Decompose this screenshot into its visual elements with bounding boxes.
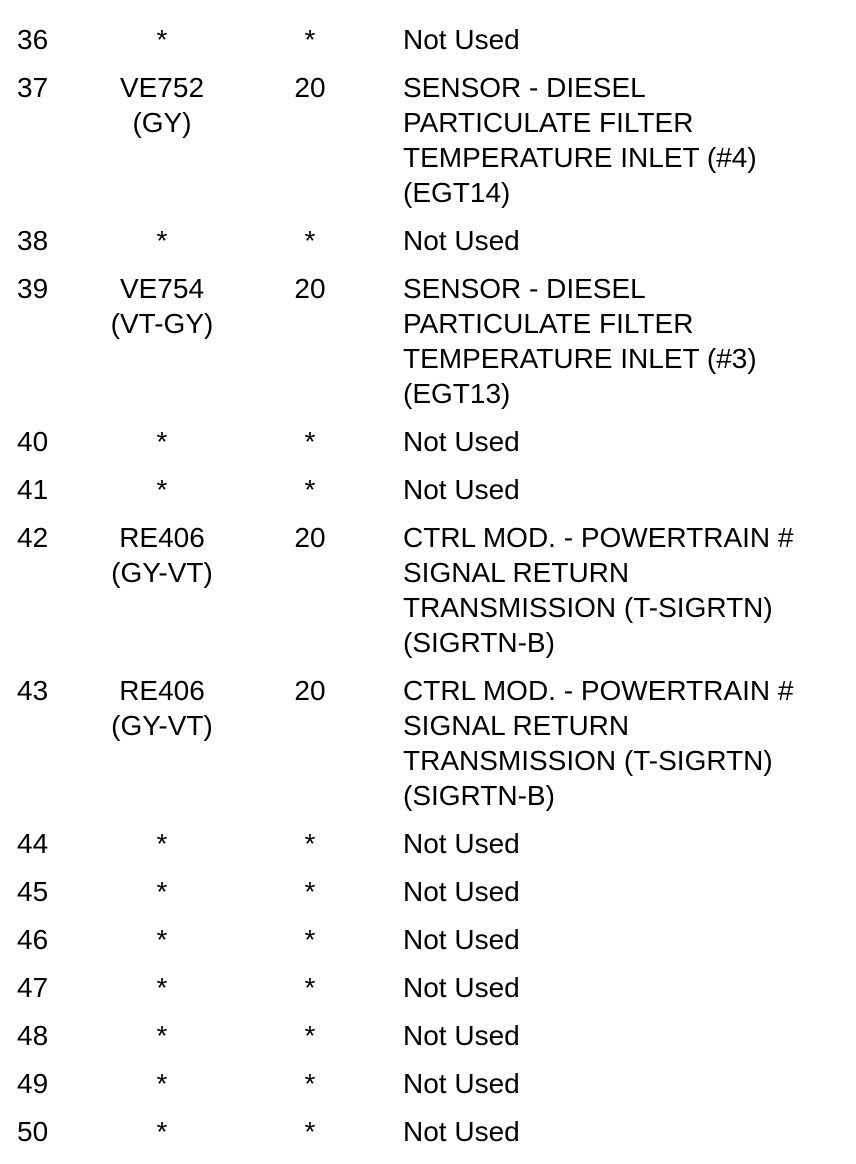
connector-pin-table	[0, 22, 856, 1162]
function-text: Not Used	[403, 426, 520, 457]
pin-number: 38	[17, 225, 49, 256]
function-text: PARTICULATE FILTER	[403, 107, 694, 138]
circuit-text: VE754	[119, 273, 205, 304]
circuit-text: *	[156, 24, 168, 55]
table-row	[0, 271, 856, 411]
function-text: TRANSMISSION (T-SIGRTN)	[403, 592, 773, 623]
circuit-text: (GY)	[132, 107, 192, 138]
function-text: (EGT13)	[403, 378, 511, 409]
function-text: CTRL MOD. - POWERTRAIN #	[403, 522, 794, 553]
function-text: Not Used	[403, 828, 520, 859]
function-cell	[385, 70, 856, 210]
function-text: Not Used	[403, 225, 520, 256]
wire-gauge: 20	[294, 522, 326, 553]
function-text: SENSOR - DIESEL	[403, 273, 646, 304]
wire-gauge: *	[304, 876, 316, 907]
function-text: TEMPERATURE INLET (#3)	[403, 343, 757, 374]
circuit-text: *	[156, 972, 168, 1003]
function-cell	[385, 424, 856, 459]
pin-number: 39	[17, 273, 49, 304]
function-cell	[385, 271, 856, 411]
function-text: TEMPERATURE INLET (#4)	[403, 142, 757, 173]
circuit-cell	[89, 271, 235, 411]
function-cell	[385, 673, 856, 813]
table-row	[0, 922, 856, 957]
function-text: SENSOR - DIESEL	[403, 72, 646, 103]
table-row	[0, 70, 856, 210]
circuit-text: *	[156, 474, 168, 505]
circuit-cell	[89, 826, 235, 861]
circuit-cell	[89, 1018, 235, 1053]
circuit-text: RE406	[119, 675, 205, 706]
circuit-cell	[89, 472, 235, 507]
function-text: SIGNAL RETURN	[403, 710, 630, 741]
function-text: Not Used	[403, 474, 520, 505]
wire-gauge: 20	[294, 72, 326, 103]
function-text: (SIGRTN-B)	[403, 627, 555, 658]
circuit-cell	[89, 1066, 235, 1101]
table-row	[0, 22, 856, 57]
circuit-text: *	[156, 225, 168, 256]
wire-gauge: *	[304, 1068, 316, 1099]
pin-number: 50	[17, 1116, 49, 1147]
function-text: Not Used	[403, 924, 520, 955]
circuit-cell	[89, 1114, 235, 1149]
circuit-cell	[89, 874, 235, 909]
function-text: (SIGRTN-B)	[403, 780, 555, 811]
pin-number: 45	[17, 876, 49, 907]
function-cell	[385, 22, 856, 57]
pin-number: 43	[17, 675, 49, 706]
function-cell	[385, 970, 856, 1005]
table-row	[0, 472, 856, 507]
circuit-text: *	[156, 1020, 168, 1051]
function-text: TRANSMISSION (T-SIGRTN)	[403, 745, 773, 776]
function-cell	[385, 826, 856, 861]
table-row	[0, 874, 856, 909]
wire-gauge: *	[304, 972, 316, 1003]
circuit-text: VE752	[119, 72, 205, 103]
wire-gauge: *	[304, 1020, 316, 1051]
function-text: Not Used	[403, 1068, 520, 1099]
wire-gauge: *	[304, 1116, 316, 1147]
function-cell	[385, 223, 856, 258]
circuit-text: *	[156, 1116, 168, 1147]
pin-number: 44	[17, 828, 49, 859]
function-cell	[385, 520, 856, 660]
pin-number: 46	[17, 924, 49, 955]
circuit-cell	[89, 424, 235, 459]
circuit-cell	[89, 970, 235, 1005]
wire-gauge: *	[304, 24, 316, 55]
pin-number: 49	[17, 1068, 49, 1099]
table-row	[0, 673, 856, 813]
function-text: Not Used	[403, 1116, 520, 1147]
circuit-text: *	[156, 828, 168, 859]
circuit-cell	[89, 520, 235, 660]
function-text: (EGT14)	[403, 177, 511, 208]
table-row	[0, 826, 856, 861]
circuit-cell	[89, 673, 235, 813]
function-text: SIGNAL RETURN	[403, 557, 630, 588]
pin-number: 41	[17, 474, 49, 505]
pin-number: 47	[17, 972, 49, 1003]
function-cell	[385, 1066, 856, 1101]
wire-gauge: 20	[294, 273, 326, 304]
table-row	[0, 970, 856, 1005]
function-text: Not Used	[403, 24, 520, 55]
circuit-text: (GY-VT)	[111, 557, 213, 588]
function-text: Not Used	[403, 876, 520, 907]
circuit-text: *	[156, 426, 168, 457]
circuit-text: *	[156, 876, 168, 907]
circuit-text: *	[156, 924, 168, 955]
circuit-text: (GY-VT)	[111, 710, 213, 741]
circuit-cell	[89, 70, 235, 210]
circuit-cell	[89, 223, 235, 258]
pin-number: 37	[17, 72, 49, 103]
function-text: Not Used	[403, 972, 520, 1003]
function-cell	[385, 1018, 856, 1053]
function-text: Not Used	[403, 1020, 520, 1051]
wire-gauge: *	[304, 828, 316, 859]
function-cell	[385, 922, 856, 957]
table-row	[0, 424, 856, 459]
wire-gauge: *	[304, 225, 316, 256]
circuit-cell	[89, 22, 235, 57]
table-row	[0, 1018, 856, 1053]
function-text: CTRL MOD. - POWERTRAIN #	[403, 675, 794, 706]
wire-gauge: *	[304, 474, 316, 505]
circuit-text: RE406	[119, 522, 205, 553]
pin-number: 42	[17, 522, 49, 553]
table-row	[0, 223, 856, 258]
wire-gauge: *	[304, 924, 316, 955]
pin-number: 36	[17, 24, 49, 55]
function-cell	[385, 472, 856, 507]
function-cell	[385, 874, 856, 909]
table-row	[0, 1114, 856, 1149]
circuit-cell	[89, 922, 235, 957]
pin-number: 40	[17, 426, 49, 457]
table-row	[0, 520, 856, 660]
pin-number: 48	[17, 1020, 49, 1051]
wire-gauge: 20	[294, 675, 326, 706]
circuit-text: *	[156, 1068, 168, 1099]
function-cell	[385, 1114, 856, 1149]
table-row	[0, 1066, 856, 1101]
circuit-text: (VT-GY)	[110, 308, 214, 339]
wire-gauge: *	[304, 426, 316, 457]
function-text: PARTICULATE FILTER	[403, 308, 694, 339]
